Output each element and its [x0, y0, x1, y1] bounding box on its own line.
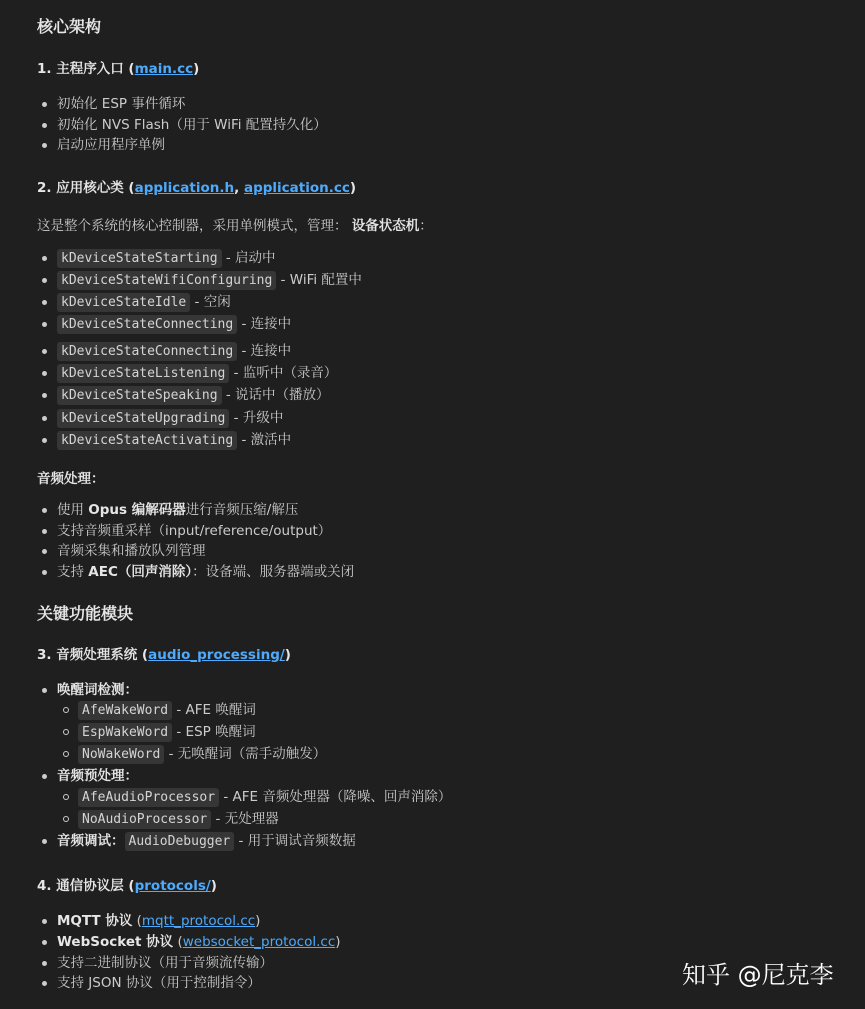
sub-list-item — [78, 700, 256, 720]
zhihu-watermark: 知乎 @尼克李 — [682, 961, 834, 989]
list-item — [57, 831, 356, 851]
description-text: 这是整个系统的核心控制器，采用单例模式，管理： — [37, 218, 348, 234]
state-desc: - 启动中 — [221, 250, 276, 266]
audio-processing-heading — [37, 467, 105, 487]
separator: , — [234, 180, 244, 196]
colon: ： — [124, 768, 138, 784]
item-text: 支持 — [57, 564, 89, 580]
state-item — [57, 363, 337, 383]
list-item — [57, 911, 260, 931]
application-cc-link[interactable]: application.cc — [243, 180, 350, 196]
section-title-text: 2. 应用核心类 ( — [37, 180, 135, 196]
state-item — [57, 248, 276, 268]
state-item — [57, 292, 231, 312]
paren-close: ) — [335, 934, 341, 950]
state-item — [57, 314, 291, 334]
list-item — [57, 541, 206, 561]
class-desc: - ESP 唤醒词 — [172, 724, 256, 740]
state-desc: - 连接中 — [237, 316, 292, 332]
list-item: 初始化 ESP 事件循环 — [57, 96, 186, 112]
state-desc: - 升级中 — [229, 410, 284, 426]
class-desc: - 无处理器 — [211, 811, 279, 827]
state-code: kDeviceStateConnecting — [57, 315, 237, 334]
preprocess-label: 音频预处理 — [57, 768, 125, 784]
class-code: NoAudioProcessor — [78, 810, 211, 829]
section-title-text: 4. 通信协议层 ( — [37, 878, 135, 894]
state-desc: - 激活中 — [237, 432, 292, 448]
class-code: AfeWakeWord — [78, 701, 172, 720]
paren-close: ) — [193, 61, 200, 77]
main-cc-link[interactable]: main.cc — [134, 61, 194, 77]
paren-close: ) — [284, 647, 291, 663]
list-item: 支持二进制协议（用于音频流传输） — [57, 955, 273, 971]
section-app-core-title — [37, 176, 356, 196]
heading-key-modules: 关键功能模块 — [37, 604, 134, 623]
wake-word-label: 唤醒词检测 — [57, 682, 125, 698]
colon: ： — [91, 471, 105, 487]
class-desc: - AFE 唤醒词 — [172, 702, 256, 718]
list-item: 启动应用程序单例 — [57, 137, 165, 153]
state-desc: - 说话中（播放） — [221, 387, 330, 403]
item-text: 使用 — [57, 502, 89, 518]
application-h-link[interactable]: application.h — [134, 180, 235, 196]
sub-list-item — [78, 809, 279, 829]
class-desc: - AFE 音频处理器（降噪、回声消除） — [219, 789, 452, 805]
state-code: kDeviceStateActivating — [57, 431, 237, 450]
section-title-text: 3. 音频处理系统 ( — [37, 647, 149, 663]
state-desc: - 空闲 — [190, 294, 231, 310]
section-audio-system-title — [37, 643, 291, 663]
state-code: kDeviceStateIdle — [57, 293, 190, 312]
websocket-protocol-link[interactable]: websocket_protocol.cc — [182, 934, 336, 950]
paren-close: ) — [349, 180, 357, 196]
list-item — [57, 500, 298, 520]
class-code: AfeAudioProcessor — [78, 788, 219, 807]
class-desc: - 用于调试音频数据 — [234, 833, 356, 849]
section-description — [37, 214, 433, 234]
state-item — [57, 385, 330, 405]
state-desc: - 监听中（录音） — [229, 365, 338, 381]
state-code: kDeviceStateConnecting — [57, 342, 237, 361]
section-main-entry-title — [37, 57, 199, 77]
protocol-name: MQTT 协议 — [57, 913, 133, 929]
item-text: 音频采集和播放队列管理 — [57, 543, 206, 559]
state-code: kDeviceStateStarting — [57, 249, 222, 268]
class-code: EspWakeWord — [78, 723, 172, 742]
mqtt-protocol-link[interactable]: mqtt_protocol.cc — [141, 913, 256, 929]
protocols-link[interactable]: protocols/ — [134, 878, 211, 894]
list-item: 支持 JSON 协议（用于控制指令） — [57, 975, 261, 991]
heading-core-architecture: 核心架构 — [37, 17, 102, 36]
state-item — [57, 341, 291, 361]
paren-close: ) — [255, 913, 261, 929]
list-item: 初始化 NVS Flash（用于 WiFi 配置持久化） — [57, 117, 327, 133]
state-item — [57, 270, 362, 290]
class-code: NoWakeWord — [78, 745, 164, 764]
audio-heading-text: 音频处理 — [37, 471, 91, 487]
state-code: kDeviceStateWifiConfiguring — [57, 271, 276, 290]
colon: ： — [419, 218, 433, 234]
sub-list-item — [78, 722, 256, 742]
state-desc: - 连接中 — [237, 343, 292, 359]
state-desc: - WiFi 配置中 — [276, 272, 362, 288]
state-machine-label: 设备状态机 — [351, 218, 420, 234]
item-text: 进行音频压缩/解压 — [185, 502, 299, 518]
protocol-name: WebSocket 协议 — [57, 934, 174, 950]
audio-processing-link[interactable]: audio_processing/ — [148, 647, 285, 663]
state-code: kDeviceStateSpeaking — [57, 386, 222, 405]
list-item — [57, 932, 341, 952]
paren-open: ( — [132, 913, 142, 929]
item-text: ：设备端、服务器端或关闭 — [192, 564, 355, 580]
state-item — [57, 430, 291, 450]
paren-close: ) — [210, 878, 217, 894]
state-code: kDeviceStateUpgrading — [57, 409, 229, 428]
list-item — [57, 521, 331, 541]
colon: ： — [111, 833, 125, 849]
colon: ： — [124, 682, 138, 698]
state-code: kDeviceStateListening — [57, 364, 229, 383]
section-protocol-title — [37, 874, 217, 894]
paren-open: ( — [173, 934, 183, 950]
section-title-text: 1. 主程序入口 ( — [37, 61, 135, 77]
state-item — [57, 408, 283, 428]
debug-label: 音频调试 — [57, 833, 111, 849]
item-bold: AEC（回声消除） — [88, 564, 193, 580]
sub-list-item — [78, 744, 326, 764]
class-code: AudioDebugger — [125, 832, 235, 851]
list-item — [57, 562, 354, 582]
item-text: 支持音频重采样（input/reference/output） — [57, 523, 332, 539]
list-item — [57, 766, 138, 786]
sub-list-item — [78, 787, 451, 807]
item-bold: Opus 编解码器 — [88, 502, 186, 518]
class-desc: - 无唤醒词（需手动触发） — [164, 746, 327, 762]
list-item — [57, 680, 138, 700]
